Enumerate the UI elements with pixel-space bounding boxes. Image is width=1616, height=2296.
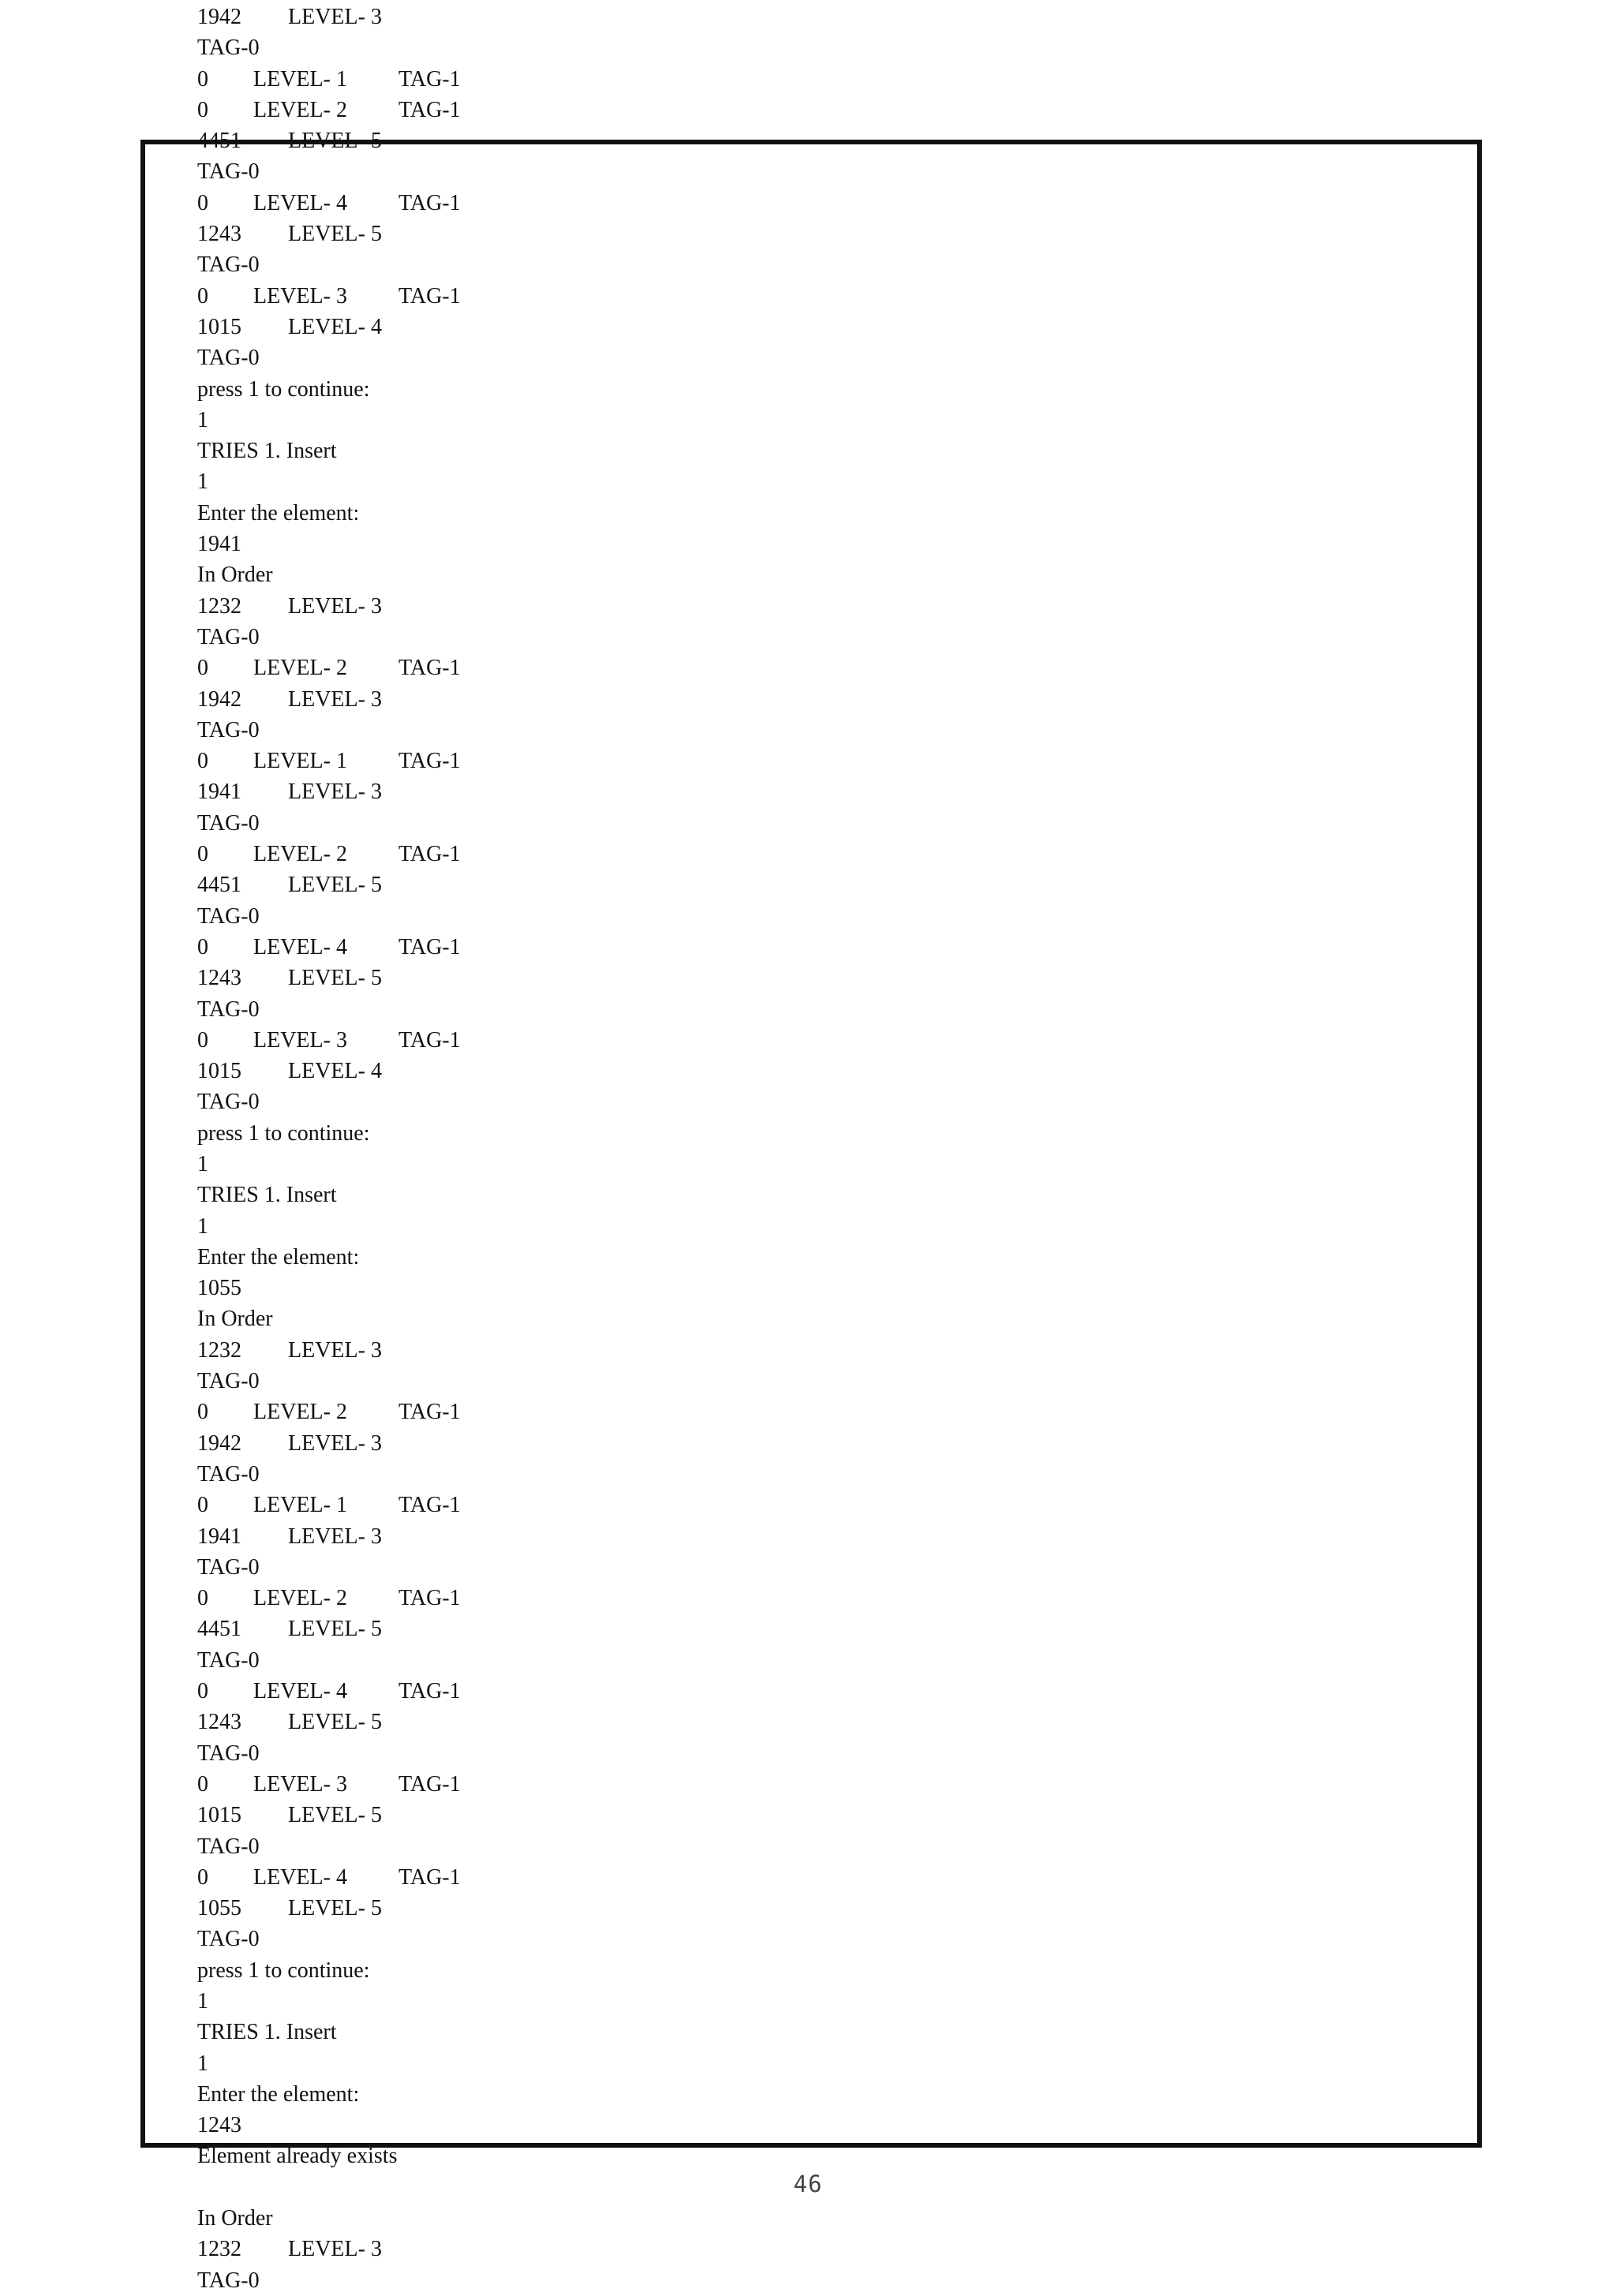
output-text: TAG-0 (197, 903, 260, 929)
output-line (197, 1614, 1381, 1644)
output-text: TAG-0 (197, 717, 260, 742)
output-line (197, 994, 1381, 1025)
output-line (197, 622, 1381, 653)
node-level: LEVEL- 4 (288, 1059, 382, 1084)
output-text: TAG-0 (197, 810, 260, 836)
node-value: 1055 (197, 1896, 241, 1921)
output-line (197, 591, 1381, 622)
node-value: 0 (197, 1400, 208, 1425)
node-value: 0 (197, 934, 208, 959)
node-tag: TAG-1 (398, 1864, 461, 1890)
output-text: TAG-0 (197, 2268, 260, 2293)
node-value: 0 (197, 1493, 208, 1518)
node-level: LEVEL- 5 (288, 1617, 382, 1642)
output-text: 1 (197, 1151, 208, 1176)
node-level: LEVEL- 3 (288, 1430, 382, 1456)
output-line (197, 1645, 1381, 1676)
node-level: LEVEL- 3 (253, 1771, 347, 1797)
output-line (197, 1552, 1381, 1583)
node-level: LEVEL- 3 (288, 5, 382, 29)
node-value: 0 (197, 190, 208, 215)
node-value: 1941 (197, 1524, 241, 1549)
output-line (197, 1800, 1381, 1830)
output-line (197, 1955, 1381, 1986)
output-line (197, 684, 1381, 715)
node-value: 1015 (197, 1059, 241, 1084)
output-line (197, 1180, 1381, 1210)
node-value: 1232 (197, 593, 241, 619)
output-line (197, 1366, 1381, 1397)
output-line (197, 1303, 1381, 1334)
output-line (197, 1118, 1381, 1149)
node-level: LEVEL- 2 (253, 1400, 347, 1425)
node-level: LEVEL- 3 (253, 1027, 347, 1053)
output-line (197, 776, 1381, 807)
node-level: LEVEL- 1 (253, 749, 347, 774)
output-line (197, 932, 1381, 963)
node-value: 1942 (197, 1430, 241, 1456)
node-value: 1015 (197, 314, 241, 339)
output-line (197, 498, 1381, 529)
output-line (197, 1707, 1381, 1737)
output-line (197, 1211, 1381, 1242)
output-text: 1 (197, 469, 208, 495)
output-line (197, 2141, 1381, 2171)
output-line (197, 219, 1381, 249)
node-value: 0 (197, 1864, 208, 1890)
output-text: In Order (197, 1307, 273, 1332)
output-line (197, 839, 1381, 869)
output-line (197, 1862, 1381, 1893)
node-tag: TAG-1 (398, 842, 461, 867)
node-tag: TAG-1 (398, 66, 461, 92)
node-level: LEVEL- 5 (288, 966, 382, 991)
output-text: TAG-0 (197, 1834, 260, 1859)
output-line (197, 2110, 1381, 2141)
output-text: Enter the element: (197, 1244, 360, 1270)
node-level: LEVEL- 1 (253, 66, 347, 92)
output-line (197, 1738, 1381, 1769)
output-text: Enter the element: (197, 500, 360, 525)
node-value: 4451 (197, 129, 241, 154)
program-output (197, 2, 1381, 2296)
output-line (197, 1583, 1381, 1614)
output-text: Enter the element: (197, 2081, 360, 2107)
output-line (197, 1831, 1381, 1862)
output-line (197, 1521, 1381, 1552)
node-value: 0 (197, 97, 208, 122)
node-level: LEVEL- 4 (253, 190, 347, 215)
node-level: LEVEL- 3 (288, 1337, 382, 1363)
output-line (197, 374, 1381, 405)
node-value: 1941 (197, 780, 241, 805)
output-line (197, 2017, 1381, 2047)
node-level: LEVEL- 5 (288, 129, 382, 154)
output-line (197, 1986, 1381, 2017)
output-line (197, 32, 1381, 63)
output-line (197, 1335, 1381, 1366)
node-value: 0 (197, 66, 208, 92)
output-text: TAG-0 (197, 1369, 260, 1394)
node-tag: TAG-1 (398, 1771, 461, 1797)
output-text: TAG-0 (197, 1741, 260, 1766)
output-text: TAG-0 (197, 36, 260, 61)
output-text: TAG-0 (197, 159, 260, 185)
output-text: TAG-0 (197, 252, 260, 278)
node-level: LEVEL- 3 (288, 2237, 382, 2262)
node-value: 0 (197, 1771, 208, 1797)
output-line (197, 808, 1381, 839)
node-value: 1015 (197, 1803, 241, 1828)
output-text: In Order (197, 2206, 273, 2231)
node-level: LEVEL- 2 (253, 842, 347, 867)
output-line (197, 529, 1381, 559)
output-line (197, 1428, 1381, 1459)
output-line (197, 2048, 1381, 2079)
node-level: LEVEL- 2 (253, 97, 347, 122)
node-value: 0 (197, 842, 208, 867)
node-value: 4451 (197, 873, 241, 898)
node-level: LEVEL- 4 (253, 1679, 347, 1704)
output-text: press 1 to continue: (197, 1120, 370, 1146)
node-tag: TAG-1 (398, 1586, 461, 1611)
output-line (197, 1893, 1381, 1924)
output-line (197, 1242, 1381, 1273)
node-value: 1243 (197, 222, 241, 247)
output-text: press 1 to continue: (197, 1958, 370, 1983)
node-level: LEVEL- 3 (288, 593, 382, 619)
output-line (197, 466, 1381, 497)
node-tag: TAG-1 (398, 283, 461, 309)
node-tag: TAG-1 (398, 1493, 461, 1518)
output-line (197, 1025, 1381, 1056)
output-line (197, 963, 1381, 993)
node-tag: TAG-1 (398, 1679, 461, 1704)
output-text: TAG-0 (197, 1461, 260, 1486)
node-tag: TAG-1 (398, 749, 461, 774)
output-text: 1243 (197, 2113, 241, 2138)
node-value: 0 (197, 1586, 208, 1611)
output-line (197, 2, 1381, 32)
node-level: LEVEL- 2 (253, 656, 347, 681)
output-line (197, 156, 1381, 187)
output-line (197, 901, 1381, 932)
node-value: 1243 (197, 1710, 241, 1735)
node-value: 0 (197, 283, 208, 309)
node-level: LEVEL- 4 (253, 1864, 347, 1890)
output-text: 1 (197, 2051, 208, 2076)
output-line (197, 2234, 1381, 2264)
output-text: TRIES 1. Insert (197, 1183, 337, 1208)
node-value: 1232 (197, 1337, 241, 1363)
node-level: LEVEL- 5 (288, 1803, 382, 1828)
node-level: LEVEL- 3 (288, 686, 382, 712)
node-tag: TAG-1 (398, 97, 461, 122)
output-line (197, 559, 1381, 590)
node-level: LEVEL- 3 (288, 780, 382, 805)
output-text: TAG-0 (197, 997, 260, 1022)
node-value: 0 (197, 1679, 208, 1704)
node-value: 0 (197, 749, 208, 774)
output-text: 1 (197, 1213, 208, 1239)
output-line (197, 95, 1381, 125)
node-level: LEVEL- 5 (288, 1710, 382, 1735)
output-text: 1941 (197, 532, 241, 557)
output-text: TAG-0 (197, 346, 260, 371)
output-text: 1 (197, 1989, 208, 2014)
node-value: 0 (197, 1027, 208, 1053)
output-line (197, 2265, 1381, 2296)
output-text: TAG-0 (197, 1927, 260, 1952)
output-line (197, 1397, 1381, 1427)
node-level: LEVEL- 3 (288, 1524, 382, 1549)
node-value: 1942 (197, 686, 241, 712)
output-line (197, 342, 1381, 373)
node-level: LEVEL- 4 (288, 314, 382, 339)
node-value: 0 (197, 656, 208, 681)
output-line (197, 188, 1381, 219)
output-text: TRIES 1. Insert (197, 439, 337, 464)
output-text: TAG-0 (197, 624, 260, 649)
node-level: LEVEL- 1 (253, 1493, 347, 1518)
output-line (197, 64, 1381, 95)
output-line (197, 1676, 1381, 1707)
output-text: press 1 to continue: (197, 376, 370, 402)
node-value: 1942 (197, 5, 241, 29)
output-line (197, 869, 1381, 900)
output-line (197, 746, 1381, 776)
output-line (197, 715, 1381, 746)
output-line (197, 1056, 1381, 1086)
output-text: Element already exists (197, 2144, 398, 2169)
node-tag: TAG-1 (398, 190, 461, 215)
output-text: TAG-0 (197, 1554, 260, 1580)
node-tag: TAG-1 (398, 1027, 461, 1053)
output-text: TRIES 1. Insert (197, 2020, 337, 2045)
node-level: LEVEL- 5 (288, 1896, 382, 1921)
node-tag: TAG-1 (398, 934, 461, 959)
output-text: TAG-0 (197, 1647, 260, 1673)
page-number: 46 (793, 2171, 823, 2197)
output-line (197, 249, 1381, 280)
output-line (197, 1086, 1381, 1117)
output-line (197, 405, 1381, 436)
output-line (197, 1924, 1381, 1954)
output-text: 1 (197, 407, 208, 432)
output-line (197, 1769, 1381, 1800)
output-line (197, 653, 1381, 683)
output-text: TAG-0 (197, 1090, 260, 1115)
node-level: LEVEL- 4 (253, 934, 347, 959)
output-line (197, 2203, 1381, 2234)
node-value: 4451 (197, 1617, 241, 1642)
node-level: LEVEL- 5 (288, 222, 382, 247)
output-text: 1055 (197, 1276, 241, 1301)
output-line (197, 1149, 1381, 1180)
output-text: In Order (197, 563, 273, 588)
node-tag: TAG-1 (398, 656, 461, 681)
output-line (197, 312, 1381, 342)
node-level: LEVEL- 5 (288, 873, 382, 898)
output-line (197, 436, 1381, 466)
node-value: 1243 (197, 966, 241, 991)
output-line (197, 125, 1381, 156)
output-line (197, 1459, 1381, 1490)
output-line (197, 281, 1381, 312)
node-level: LEVEL- 2 (253, 1586, 347, 1611)
node-tag: TAG-1 (398, 1400, 461, 1425)
output-line (197, 1273, 1381, 1303)
output-line (197, 2079, 1381, 2110)
output-line (197, 1490, 1381, 1520)
node-value: 1232 (197, 2237, 241, 2262)
node-level: LEVEL- 3 (253, 283, 347, 309)
